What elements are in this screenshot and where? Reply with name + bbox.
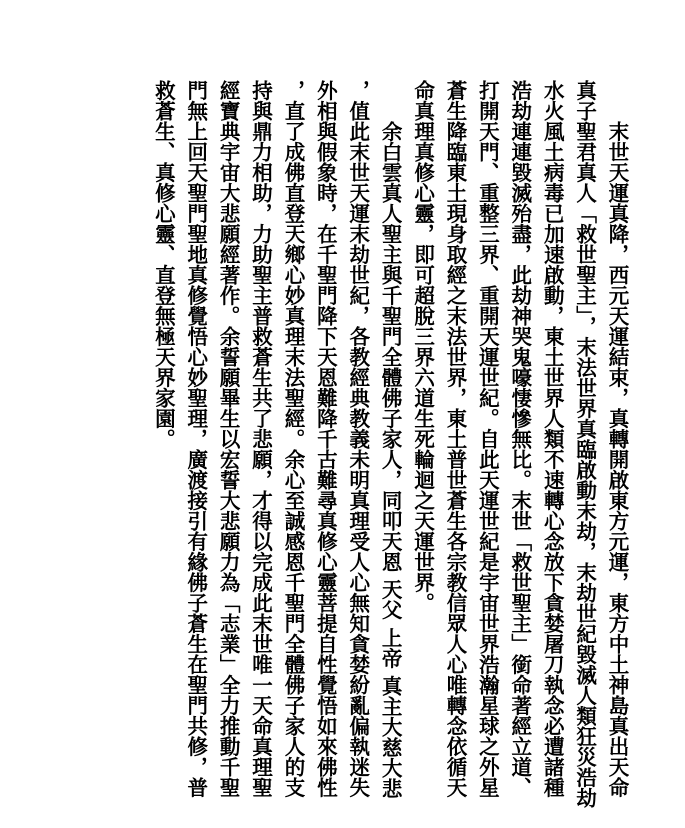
vertical-text-body: [48, 80, 633, 810]
paragraph-2: 余白雲真人聖主與千聖門全體佛子家人，同叩天恩 天父 上帝 真主大慈大悲，值此末世天運末劫世紀，各教經典教義未明真理受人心無知貪婪紛亂偏執迷失外相與假象時，在千聖門降下天恩難降千古難尋真修心靈菩提自性覺悟如來佛性，直了成佛直登天鄉心妙真理末法聖經。余心至誠感恩千聖門全體佛子家人的支持與鼎力相助，力助聖主普救蒼生共了悲願，才得以完成此末世唯一天命真理聖經寶典宇宙大悲願經著作。余誓願畢生以宏誓大悲願力為「志業」全力推動千聖門無上回天聖門聖地真修覺悟心妙聖理，廣渡接引有緣佛子蒼生在聖門共修，普救蒼生、真修心靈、直登無極天界家園。: [151, 80, 403, 799]
paragraph-1: 末世天運真降，西元天運結束，真轉開啟東方元運，東方中土神島真出天命真子聖君真人「救世聖主」，末法世界真臨啟動末劫，末劫世紀毀滅人類狂災浩劫水火風土病毒已加速啟動，東土世界人類不速轉心念放下貪婪屠刀執念必遭諸種浩劫連連毀滅殆盡，此劫神哭鬼嚎悽慘無比。末世「救世聖主」銜命著經立道、打開天門、重整三界、重開天運世紀。自此天運世紀是宇宙世界浩瀚星球之外星蒼生降臨東土現身取經之末法世界，東土普世蒼生各宗教信眾人心唯轉念依循天命真理真修心靈，即可超脫三界六道生死輪迴之天運世界。: [410, 80, 629, 808]
